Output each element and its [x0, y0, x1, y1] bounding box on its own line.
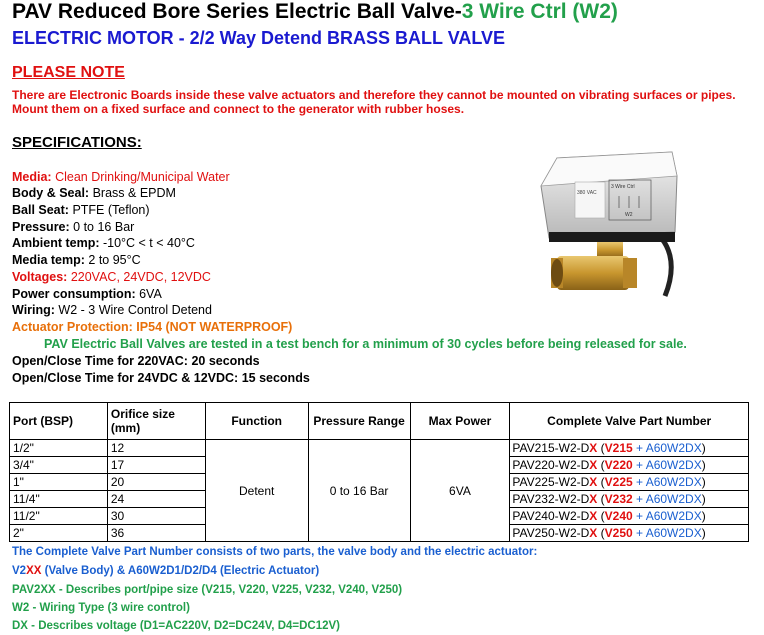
orifice-cell: 30: [107, 508, 205, 525]
port-cell: 11/4": [10, 491, 108, 508]
port-cell: 1": [10, 474, 108, 491]
footer-line-1: The Complete Valve Part Number consists of two parts, the valve body and the electric actuator:: [12, 546, 538, 558]
power-cell: 6VA: [410, 440, 510, 542]
part-number-cell: PAV232-W2-DX (V232 + A60W2DX): [510, 491, 749, 508]
spec-wiring: Wiring: W2 - 3 Wire Control Detend: [12, 303, 212, 317]
col-pressure: Pressure Range: [308, 403, 410, 440]
col-function: Function: [205, 403, 308, 440]
port-cell: 3/4": [10, 457, 108, 474]
pressure-cell: 0 to 16 Bar: [308, 440, 410, 542]
parts-table: [9, 402, 749, 542]
spec-ambient-temp: Ambient temp: -10°C < t < 40°C: [12, 236, 195, 250]
footer-line-2: V2XX (Valve Body) & A60W2D1/D2/D4 (Electric Actuator): [12, 565, 320, 577]
orifice-cell: 17: [107, 457, 205, 474]
part-number-cell: PAV215-W2-DX (V215 + A60W2DX): [510, 440, 749, 457]
spec-actuator-protection: Actuator Protection: IP54 (NOT WATERPROOF): [12, 320, 293, 334]
function-cell: Detent: [205, 440, 308, 542]
port-cell: 1/2": [10, 440, 108, 457]
table-header-row: [10, 403, 749, 440]
orifice-cell: 20: [107, 474, 205, 491]
title-accent: 3 Wire Ctrl (W2): [461, 0, 618, 23]
part-number-cell: PAV250-W2-DX (V250 + A60W2DX): [510, 525, 749, 542]
spec-ball-seat: Ball Seat: PTFE (Teflon): [12, 203, 150, 217]
col-max-power: Max Power: [410, 403, 510, 440]
note-heading: PLEASE NOTE: [12, 64, 125, 81]
footer-line-5: DX - Describes voltage (D1=AC220V, D2=DC24V, D4=DC12V): [12, 620, 341, 632]
spec-body-seal: Body & Seal: Brass & EPDM: [12, 186, 176, 200]
port-cell: 11/2": [10, 508, 108, 525]
orifice-cell: 24: [107, 491, 205, 508]
spec-media-temp: Media temp: 2 to 95°C: [12, 253, 141, 267]
table-row: [10, 440, 749, 457]
orifice-cell: 12: [107, 440, 205, 457]
footer-line-3: PAV2XX - Describes port/pipe size (V215, V220, V225, V232, V240, V250): [12, 584, 403, 596]
brass-valve-body: [551, 242, 637, 290]
part-number-cell: PAV240-W2-DX (V240 + A60W2DX): [510, 508, 749, 525]
note-line-1: There are Electronic Boards inside these valve actuators and therefore they cannot be mounted on vibrating surfaces or pipes.: [12, 88, 736, 102]
note-line-2: Mount them on a fixed surface and connect to the generator with rubber hoses.: [12, 102, 465, 116]
spec-power: Power consumption: 6VA: [12, 287, 162, 301]
valve-photo: [527, 146, 690, 306]
footer-line-4: W2 - Wiring Type (3 wire control): [12, 602, 190, 614]
spec-voltages: Voltages: 220VAC, 24VDC, 12VDC: [12, 270, 211, 284]
col-port: Port (BSP): [10, 403, 108, 440]
part-number-cell: PAV220-W2-DX (V220 + A60W2DX): [510, 457, 749, 474]
spec-pressure: Pressure: 0 to 16 Bar: [12, 220, 135, 234]
actuator-base: [549, 232, 675, 242]
spec-test-note: PAV Electric Ball Valves are tested in a test bench for a minimum of 30 cycles before being released for sale.: [44, 337, 687, 351]
spec-open-close-24: Open/Close Time for 24VDC & 12VDC: 15 seconds: [12, 371, 310, 385]
spec-open-close-220: Open/Close Time for 220VAC: 20 seconds: [12, 354, 260, 368]
port-cell: 2": [10, 525, 108, 542]
page-title: PAV Reduced Bore Series Electric Ball Valve-3 Wire Ctrl (W2): [12, 0, 618, 23]
plate-model: W2: [625, 212, 633, 218]
specifications-heading: SPECIFICATIONS:: [12, 134, 142, 151]
plate-wiring: 3 Wire Ctrl: [611, 184, 635, 190]
page-subtitle: ELECTRIC MOTOR - 2/2 Way Detend BRASS BALL VALVE: [12, 28, 506, 48]
plate-voltage: 380 VAC: [577, 190, 597, 196]
orifice-cell: 36: [107, 525, 205, 542]
spec-media: Media: Clean Drinking/Municipal Water: [12, 170, 230, 184]
col-part-number: Complete Valve Part Number: [510, 403, 749, 440]
col-orifice: Orifice size (mm): [107, 403, 205, 440]
part-number-cell: PAV225-W2-DX (V225 + A60W2DX): [510, 474, 749, 491]
